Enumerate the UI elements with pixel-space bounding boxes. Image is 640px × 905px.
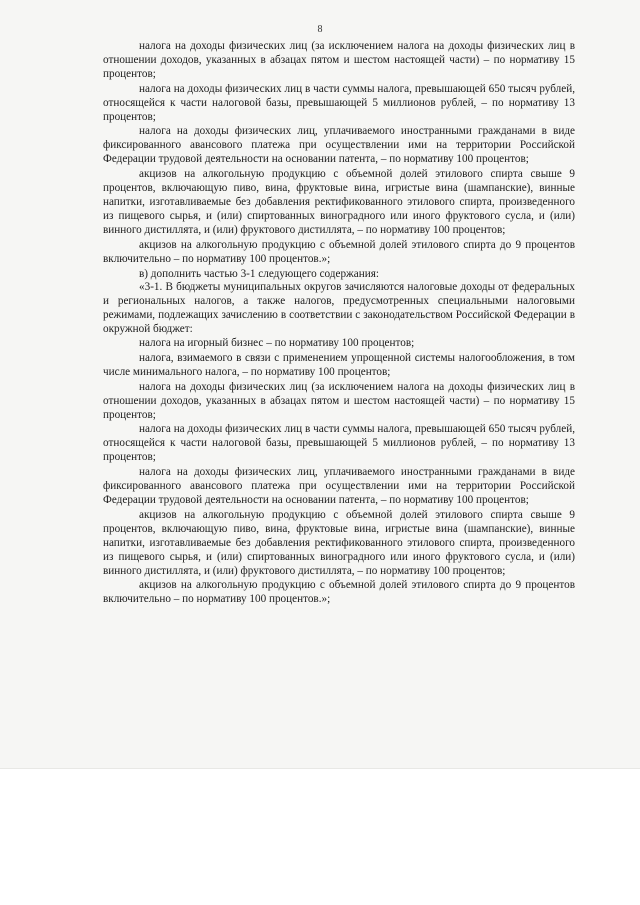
paragraph: акцизов на алкогольную продукцию с объемной долей этилового спирта до 9 процентов включительно – по нормативу 100 процентов.»; <box>103 579 575 606</box>
paragraph: акцизов на алкогольную продукцию с объемной долей этилового спирта свыше 9 процентов, включающую пиво, вина, фруктовые вина, игристые вина (шампанские), винные напитки, изготавливаемые без добавления ректификованного этилового спирта, произведенного из пищевого сырья, и (или) спиртованных виноградного или иного фруктового сусла, и (или) винного дистиллята, и (или) фруктового дистиллята, – по нормативу 100 процентов; <box>103 508 575 577</box>
paragraph: «3-1. В бюджеты муниципальных округов зачисляются налоговые доходы от федеральных и региональных налогов, а также налогов, предусмотренных специальными налоговыми режимами, подлежащих зачислению в соответствии с законодательством Российской Федерации в окружной бюджет: <box>103 281 575 336</box>
paragraph: налога на доходы физических лиц в части суммы налога, превышающей 650 тысяч рублей, относящейся к части налоговой базы, превышающей 5 миллионов рублей, – по нормативу 13 процентов; <box>103 82 575 123</box>
paragraph: налога на доходы физических лиц, уплачиваемого иностранными гражданами в виде фиксированного авансового платежа при осуществлении ими на территории Российской Федерации трудовой деятельности на основании патента, – по нормативу 100 процентов; <box>103 466 575 506</box>
paragraph: налога на доходы физических лиц, уплачиваемого иностранными гражданами в виде фиксированного авансового платежа при осуществлении ими на территории Российской Федерации трудовой деятельности на основании патента, – по нормативу 100 процентов; <box>103 125 575 166</box>
page-number: 8 <box>317 24 323 35</box>
paragraph: в) дополнить частью 3-1 следующего содержания: <box>139 267 379 280</box>
paragraph: налога на доходы физических лиц в части суммы налога, превышающей 650 тысяч рублей, относящейся к части налоговой базы, превышающей 5 миллионов рублей, – по нормативу 13 процентов; <box>103 423 575 464</box>
paragraph: налога, взимаемого в связи с применением упрощенной системы налогообложения, в том числе минимального налога, – по нормативу 100 процентов; <box>103 351 575 378</box>
paragraph: акцизов на алкогольную продукцию с объемной долей этилового спирта свыше 9 процентов, включающую пиво, вина, фруктовые вина, игристые вина (шампанские), винные напитки, изготавливаемые без добавления ректификованного этилового спирта, произведенного из пищевого сырья, и (или) спиртованных виноградного или иного фруктового сусла, и (или) винного дистиллята, и (или) фруктового дистиллята, – по нормативу 100 процентов; <box>103 168 575 236</box>
paragraph: акцизов на алкогольную продукцию с объемной долей этилового спирта до 9 процентов включительно – по нормативу 100 процентов.»; <box>103 238 575 265</box>
paragraph: налога на доходы физических лиц (за исключением налога на доходы физических лиц в отношении доходов, указанных в абзацах пятом и шестом настоящей части) – по нормативу 15 процентов; <box>103 40 575 80</box>
document-body <box>103 40 575 607</box>
paragraph: налога на игорный бизнес – по нормативу 100 процентов; <box>139 337 415 350</box>
paragraph: налога на доходы физических лиц (за исключением налога на доходы физических лиц в отношении доходов, указанных в абзацах пятом и шестом настоящей части) – по нормативу 15 процентов; <box>103 380 575 421</box>
